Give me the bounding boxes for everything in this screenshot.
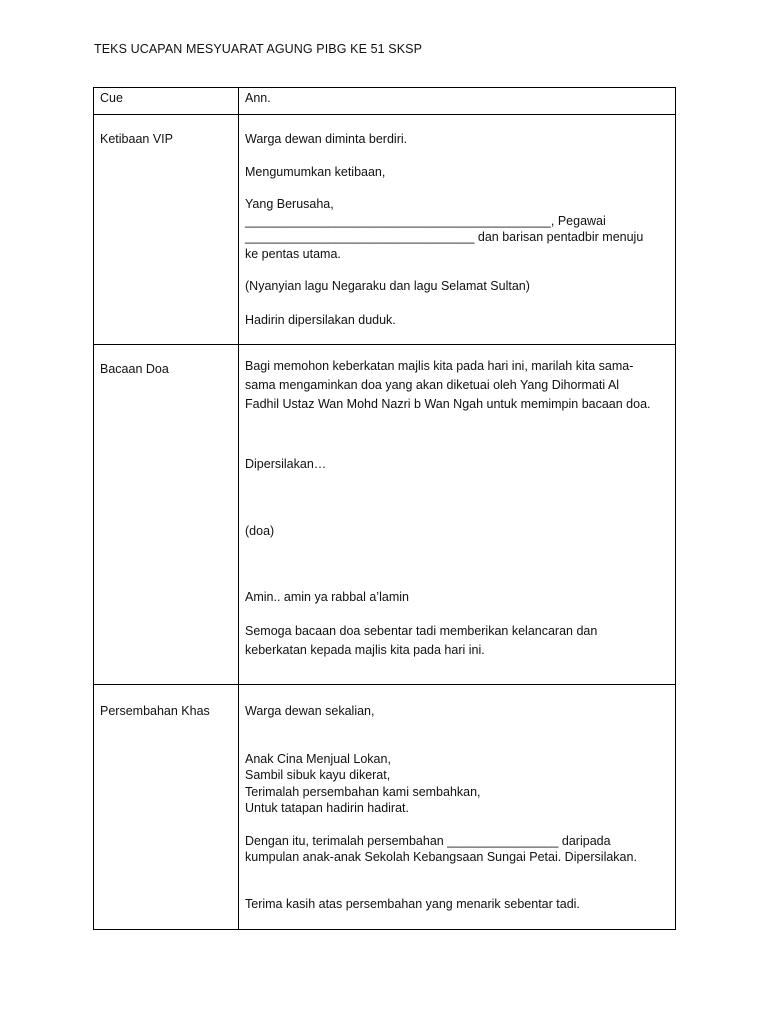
ann-line: ____________________________________________, Pegawai <box>245 213 606 228</box>
ann-cell <box>239 115 676 345</box>
ann-paragraph: Mengumumkan ketibaan, <box>245 164 386 179</box>
ann-line: Sambil sibuk kayu dikerat, <box>245 768 391 782</box>
ann-paragraph: Warga dewan diminta berdiri. <box>245 132 408 146</box>
table-row <box>94 345 676 685</box>
header-cue-label: Cue <box>100 91 123 105</box>
ann-paragraph: Dipersilakan… <box>245 457 327 471</box>
ann-line: ke pentas utama. <box>245 246 341 261</box>
header-ann-label: Ann. <box>245 91 271 105</box>
cue-label: Bacaan Doa <box>100 362 169 376</box>
ann-cell <box>239 345 676 685</box>
ann-line: kumpulan anak-anak Sekolah Kebangsaan Sungai Petai. Dipersilakan. <box>245 850 637 864</box>
cue-label: Persembahan Khas <box>100 704 210 718</box>
document-title: TEKS UCAPAN MESYUARAT AGUNG PIBG KE 51 SKSP <box>94 42 423 56</box>
ann-paragraph: Terima kasih atas persembahan yang menarik sebentar tadi. <box>245 896 580 911</box>
header-cell-ann <box>239 88 676 115</box>
ann-paragraph: (Nyanyian lagu Negaraku dan lagu Selamat Sultan) <box>245 279 530 293</box>
ann-line: Yang Berusaha, <box>245 197 334 211</box>
cue-cell <box>94 685 239 930</box>
ann-line: Anak Cina Menjual Lokan, <box>245 751 391 766</box>
ann-paragraph: Hadirin dipersilakan duduk. <box>245 312 396 327</box>
ann-line: sama mengaminkan doa yang akan diketuai oleh Yang Dihormati Al <box>245 378 620 392</box>
ann-paragraph: (doa) <box>245 523 275 538</box>
ann-paragraph: Amin.. amin ya rabbal a’lamin <box>245 590 409 604</box>
cue-cell <box>94 345 239 685</box>
ann-paragraph: Warga dewan sekalian, <box>245 704 375 718</box>
ann-line: keberkatan kepada majlis kita pada hari ini. <box>245 642 485 657</box>
ann-line: Semoga bacaan doa sebentar tadi memberikan kelancaran dan <box>245 623 598 638</box>
cue-cell <box>94 115 239 345</box>
script-table <box>93 87 676 930</box>
ann-line: Untuk tatapan hadirin hadirat. <box>245 801 409 815</box>
header-cell-cue <box>94 88 239 115</box>
ann-line: _________________________________ dan barisan pentadbir menuju <box>245 230 644 244</box>
ann-cell <box>239 685 676 930</box>
cue-label: Ketibaan VIP <box>100 132 173 146</box>
table-header-row <box>94 88 676 115</box>
ann-line: Fadhil Ustaz Wan Mohd Nazri b Wan Ngah untuk memimpin bacaan doa. <box>245 397 651 411</box>
ann-line: Bagi memohon keberkatan majlis kita pada hari ini, marilah kita sama- <box>245 359 634 373</box>
ann-line: Terimalah persembahan kami sembahkan, <box>245 784 481 799</box>
ann-line: Dengan itu, terimalah persembahan ________________ daripada <box>245 833 611 848</box>
table-row <box>94 685 676 930</box>
table-row <box>94 115 676 345</box>
